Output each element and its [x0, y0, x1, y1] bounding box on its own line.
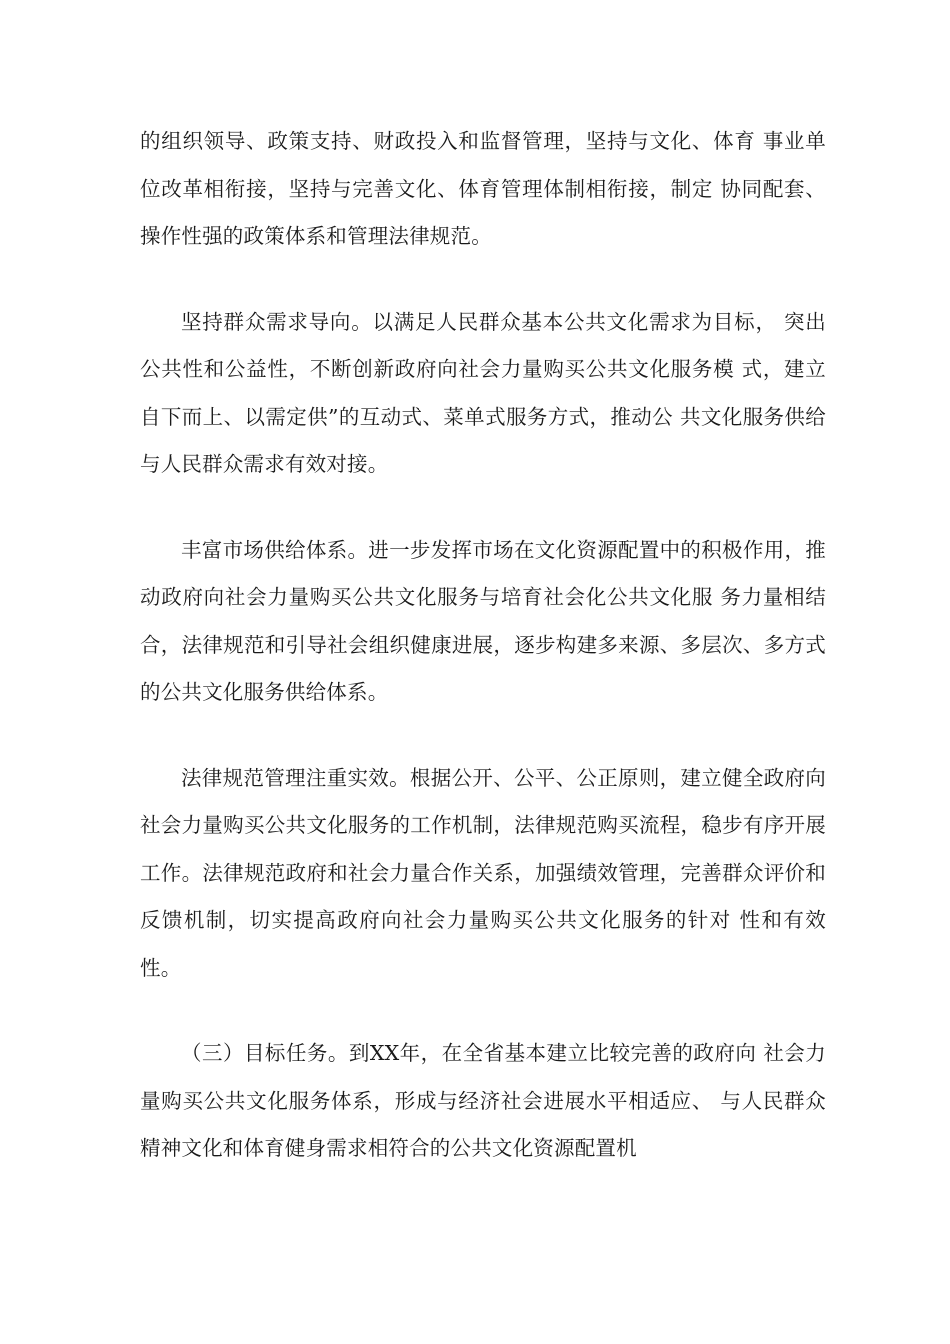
paragraph-regulation-management: 法律规范管理注重实效。根据公开、公平、公正原则，建立健全政府向社会力量购买公共文化服务的工作机制，法律规范购买流程，稳步有序开展工作。法律规范政府和社会力量合作关系，加强绩效管理，完善群众评价和反馈机制，切实提高政府向社会力量购买公共文化服务的针对 性和有效性。 — [140, 765, 826, 980]
document-body — [140, 118, 826, 1211]
paragraph-public-demand: 坚持群众需求导向。以满足人民群众基本公共文化需求为目标， 突出公共性和公益性，不断创新政府向社会力量购买公共文化服务模 式，建立自下而上、以需定供”的互动式、菜单式服务方式，推动公 共文化服务供给与人民群众需求有效对接。 — [140, 309, 826, 476]
paragraph-continued: 的组织领导、政策支持、财政投入和监督管理，坚持与文化、体育 事业单位改革相衔接，坚持与完善文化、体育管理体制相衔接，制定 协同配套、操作性强的政策体系和管理法律规范。 — [140, 129, 826, 248]
paragraph-market-supply: 丰富市场供给体系。进一步发挥市场在文化资源配置中的积极作用，推动政府向社会力量购买公共文化服务与培育社会化公共文化服 务力量相结合，法律规范和引导社会组织健康进展，逐步构建多来源、多层次、多方式的公共文化服务供给体系。 — [140, 537, 826, 704]
paragraph-goals-tasks: （三）目标任务。到XX年，在全省基本建立比较完善的政府向 社会力量购买公共文化服务体系，形成与经济社会进展水平相适应、 与人民群众精神文化和体育健身需求相符合的公共文化资源配置机 — [140, 1041, 826, 1160]
